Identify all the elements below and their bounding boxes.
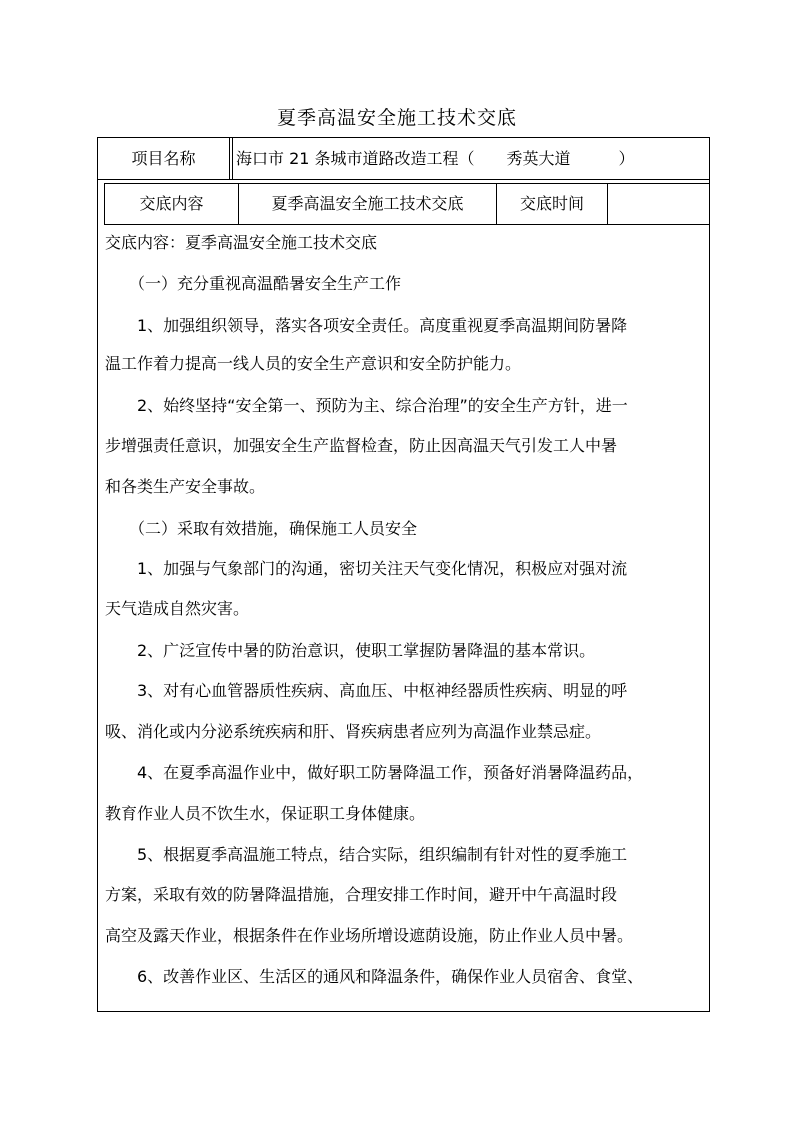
- body-line: 天气造成自然灾害。: [105, 599, 250, 618]
- body-line: 6、改善作业区、生活区的通风和降温条件，确保作业人员宿舍、食堂、: [105, 967, 644, 986]
- content-row: [104, 183, 710, 225]
- body-line: 4、在夏季高温作业中，做好职工防暑降温工作，预备好消暑降温药品，: [105, 763, 644, 782]
- project-name-value: 海口市 21 条城市道路改造工程（ 秀英大道 ）: [236, 149, 635, 168]
- document-title: 夏季高温安全施工技术交底: [276, 107, 517, 129]
- body-line: 步增强责任意识，加强安全生产监督检查，防止因高温天气引发工人中暑: [105, 436, 618, 455]
- time-label: 交底时间: [497, 184, 608, 224]
- body-line: 和各类生产安全事故。: [105, 477, 266, 496]
- body-line: 方案，采取有效的防暑降温措施，合理安排工作时间，避开中午高温时段: [105, 885, 618, 904]
- disclosure-form: [97, 137, 710, 1012]
- body-line: 温工作着力提高一线人员的安全生产意识和安全防护能力。: [105, 354, 522, 373]
- body-line: 2、始终坚持“安全第一、预防为主、综合治理”的安全生产方针，进一: [105, 396, 628, 415]
- body-line: 教育作业人员不饮生水，保证职工身体健康。: [105, 804, 426, 823]
- content-value: 夏季高温安全施工技术交底: [239, 184, 497, 224]
- body-line: 高空及露天作业，根据条件在作业场所增设遮荫设施，防止作业人员中暑。: [105, 926, 634, 945]
- body-line: 3、对有心血管器质性疾病、高血压、中枢神经器质性疾病、明显的呼: [105, 681, 628, 700]
- body-line: 1、加强与气象部门的沟通，密切关注天气变化情况，积极应对强对流: [105, 559, 628, 578]
- section-heading-2: （二）采取有效措施，确保施工人员安全: [105, 519, 418, 538]
- project-row: [98, 138, 709, 180]
- body-line: 吸、消化或内分泌系统疾病和肝、肾疾病患者应列为高温作业禁忌症。: [105, 722, 602, 741]
- body-line: 5、根据夏季高温施工特点，结合实际，组织编制有针对性的夏季施工: [105, 845, 628, 864]
- body-heading: 交底内容：夏季高温安全施工技术交底: [105, 233, 378, 252]
- body-line: 1、加强组织领导，落实各项安全责任。高度重视夏季高温期间防暑降: [105, 316, 628, 335]
- time-value: [608, 184, 710, 224]
- project-cell-border: [232, 138, 233, 179]
- section-heading-1: （一）充分重视高温酷暑安全生产工作: [105, 274, 402, 293]
- body-line: 2、广泛宣传中暑的防治意识，使职工掌握防暑降温的基本常识。: [105, 641, 596, 660]
- project-name-label: 项目名称: [98, 138, 230, 179]
- content-label: 交底内容: [105, 184, 239, 224]
